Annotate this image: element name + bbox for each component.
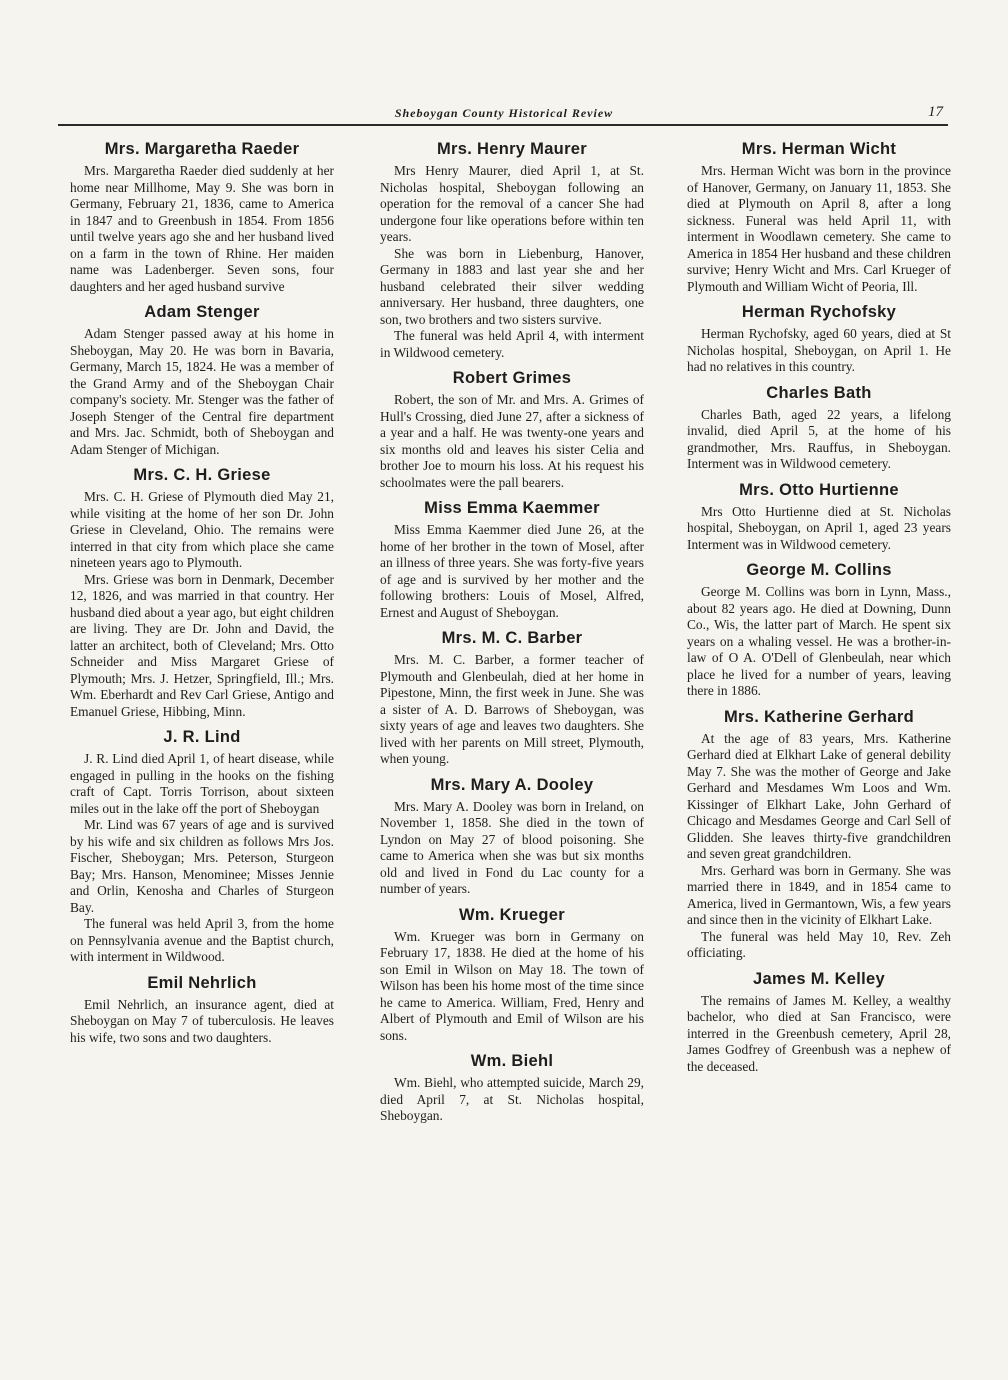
obituary-title: J. R. Lind [163,728,241,746]
obituary-title: Mrs. Herman Wicht [741,140,897,158]
obituary-entry [380,1052,644,1125]
obituary-entry [70,303,334,458]
obituary-paragraph: The remains of James M. Kelley, a wealthy bachelor, who died at San Francisco, were interred in the Greenbush cemetery, April 28, James Godfrey of Greenbush was a nephew of the deceased. [687,992,951,1074]
obituary-title: Wm. Krueger [459,905,565,924]
obituary-title: Mrs. Katherine Gerhard [724,707,914,726]
obituary-title: Mrs. M. C. Barber [441,629,583,647]
obituary-entry [70,140,334,295]
obituary-title: Wm. Biehl [470,1052,554,1070]
obituary-entry [380,369,644,491]
obituary-entry [380,906,644,1045]
obituary-paragraph: Mr. Lind was 67 years of age and is survived by his wife and six children as follows Mrs Jos. Fischer, Sheboygan; Mrs. Peterson, Sturgeon Bay; Mrs. Hanson, Menominee; Misses Jennie and Orlin, Kenosha and Charles of Sturgeon Bay. [70,817,334,915]
obituary-paragraph: The funeral was held May 10, Rev. Zeh officiating. [687,928,951,960]
obituary-paragraph: Mrs. Gerhard was born in Germany. She was married there in 1849, and in 1854 came to America, lived in Germantown, Wis, a few years and since then in the vicinity of Elkhart Lake. [687,862,951,927]
obituary-title: Herman Rychofsky [741,303,897,321]
obituary-entry [687,481,951,554]
obituary-title: Mrs. Otto Hurtienne [739,480,899,499]
column-1 [70,140,334,1054]
obituary-title: Robert Grimes [452,369,572,387]
obituary-paragraph: Mrs. Griese was born in Denmark, December 12, 1826, and was married in that country. Her husband died about a year ago, but eight children are living. They are Dr. John and David, the latter an architect, both of Cleveland; Mrs. Otto Schneider and Miss Margaret Griese of Plymouth; Mrs. J. Hetzer, Springfield, Ill.; Mrs. Wm. Eberhardt and Rev Carl Griese, Antigo and Emanuel Griese, Hibbing, Minn. [70,571,334,719]
obituary-title: Miss Emma Kaemmer [424,499,600,517]
obituary-paragraph: She was born in Liebenburg, Hanover, Germany in 1883 and last year she and her husband celebrated their silver wedding anniversary. Her husband, three daughters, one son, two brothers and two sisters survive. [380,245,644,327]
page-number: 17 [928,104,943,120]
obituary-paragraph: Wm. Biehl, who attempted suicide, March 29, died April 7, at St. Nicholas hospital, Sheboygan. [380,1075,644,1123]
obituary-paragraph: Mrs Henry Maurer, died April 1, at St. Nicholas hospital, Sheboygan following an operation for the removal of a cancer She had undergone four like operations before within ten years. [380,163,644,244]
obituary-entry [687,303,951,376]
obituary-entry [70,466,334,720]
obituary-paragraph: Mrs. M. C. Barber, a former teacher of Plymouth and Glenbeulah, died at her home in Pipestone, Minn, the first week in June. She was a sister of A. D. Barrows of Sheboygan, was sixty years of age and leaves two daughters. She lived with her parents on Mill street, Plymouth, when young. [380,652,644,766]
column-3 [687,140,951,1083]
obituary-entry [70,728,334,966]
obituary-title: Charles Bath [766,383,872,402]
obituary-paragraph: The funeral was held April 4, with interment in Wildwood cemetery. [380,328,644,360]
obituary-paragraph: Wm. Krueger was born in Germany on February 17, 1838. He died at the home of his son Emil in Wilson on May 18. The town of Wilson has been his home most of the time since he came to America. William, Fred, Henry and Albert of Plymouth and Emil of Wilson are his sons. [380,928,644,1043]
obituary-paragraph: Mrs. Mary A. Dooley was born in Ireland, on November 1, 1858. She died in the town of Lyndon on May 27 of blood poisoning. She came to America when she was but six months old and lived in Fond du Lac county for a number of years. [380,798,644,896]
obituary-paragraph: George M. Collins was born in Lynn, Mass., about 82 years ago. He died at Downing, Dunn Co., Wis, the latter part of March. He spent six years on a whaling vessel. He was a brother-in-law of O A. O'Dell of Glenbeulah, near which place he lived for a number of years, leaving there in 1886. [687,584,951,698]
header-rule [58,124,948,126]
obituary-entry [380,629,644,768]
obituary-paragraph: Mrs Otto Hurtienne died at St. Nicholas hospital, Sheboygan, on April 1, aged 23 years Interment was in Wildwood cemetery. [687,503,951,552]
running-head: Sheboygan County Historical Review [394,106,614,120]
obituary-entry [380,776,644,898]
obituary-paragraph: Mrs. C. H. Griese of Plymouth died May 21, while visiting at the home of her son Dr. John Griese in Cleveland, Ohio. The remains were interred in that city from which place she came nineteen years ago to Plymouth. [70,489,334,570]
obituary-entry [687,384,951,473]
obituary-paragraph: The funeral was held April 3, from the home on Pennsylvania avenue and the Baptist church, with interment in Wildwood. [70,916,334,964]
obituary-title: Mrs. Margaretha Raeder [104,140,300,158]
obituary-entry [687,970,951,1076]
obituary-title: Mrs. C. H. Griese [133,466,271,484]
obituary-paragraph: Robert, the son of Mr. and Mrs. A. Grimes of Hull's Crossing, died June 27, after a sickness of a year and a half. He was twenty-one years and six months old and leaves his sister Celia and brother Joe to mourn his loss. At his request his schoolmates were the pall bearers. [380,392,644,490]
obituary-paragraph: Mrs. Herman Wicht was born in the province of Hanover, Germany, on January 11, 1853. She died at Plymouth on April 8, after a long sickness. Funeral was held April 11, with interment in Woodlawn cemetery. She came to America in 1854 Her husband and these children survive; Henry Wicht and Mrs. Carl Krueger of Plymouth and William Wicht of Peoria, Ill. [687,163,951,294]
obituary-title: Mrs. Henry Maurer [437,140,587,158]
obituary-entry [70,974,334,1047]
obituary-paragraph: Charles Bath, aged 22 years, a lifelong invalid, died April 5, at the home of his grandmother, Mrs. Rauffus, in Sheboygan. Interment was in Wildwood cemetery. [687,406,951,471]
obituary-paragraph: Adam Stenger passed away at his home in Sheboygan, May 20. He was born in Bavaria, Germany, March 15, 1824. He was a member of the Grand Army and of the Sheboygan Chair company's society. Mr. Stenger was the father of Joseph Stenger of the Central fire department and Mrs. Jac. Schmidt, both of Sheboygan and Adam Stenger of Michigan. [70,326,334,457]
obituary-title: James M. Kelley [753,969,885,988]
obituary-title: Adam Stenger [144,303,260,321]
obituary-paragraph: Emil Nehrlich, an insurance agent, died at Sheboygan on May 7 of tuberculosis. He leaves his wife, two sons and two daughters. [70,996,334,1045]
obituary-title: Emil Nehrlich [147,973,257,992]
obituary-entry [687,708,951,962]
obituary-entry [380,499,644,621]
obituary-entry [687,561,951,700]
obituary-title: Mrs. Mary A. Dooley [430,775,594,794]
column-2 [380,140,644,1133]
obituary-paragraph: J. R. Lind died April 1, of heart disease, while engaged in pulling in the hooks on the fishing craft of Capt. Torris Torrison, about sixteen miles out in the lake off the port of Sheboygan [70,751,334,816]
obituary-paragraph: Mrs. Margaretha Raeder died suddenly at her home near Millhome, May 9. She was born in Germany, February 21, 1836, came to America in 1847 and to Greenbush in 1854. From 1856 until twelve years ago she and her husband lived on a farm in the town of Rhine. Her maiden name was Ladenberger. Seven sons, four daughters and her aged husband survive [70,163,334,294]
obituary-entry [687,140,951,295]
obituary-paragraph: At the age of 83 years, Mrs. Katherine Gerhard died at Elkhart Lake of general debility May 7. She was the mother of George and Jake Gerhard and Mesdames Wm Loos and Wm. Kissinger of Elkhart Lake, John Gerhard of Chicago and Mesdames George and Carl Sell of Glidden. She leaves thirty-five grandchildren and seven great grandchildren. [687,730,951,861]
obituary-entry [380,140,644,361]
obituary-title: George M. Collins [746,561,892,579]
obituary-paragraph: Miss Emma Kaemmer died June 26, at the home of her brother in the town of Mosel, after an illness of three years. She was forty-five years of age and is survived by her mother and the following brothers: Louis of Mosel, Alfred, Ernest and August of Sheboygan. [380,522,644,620]
obituary-paragraph: Herman Rychofsky, aged 60 years, died at St Nicholas hospital, Sheboygan, on April 1. He had no relatives in this country. [687,326,951,374]
